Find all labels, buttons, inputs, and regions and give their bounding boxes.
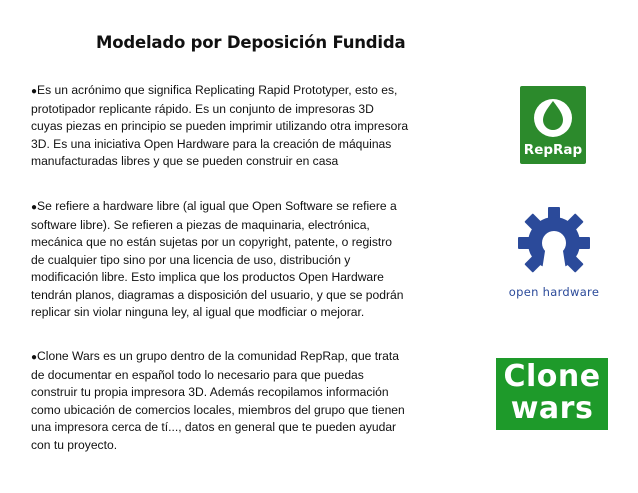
reprap-logo-text: RepRap xyxy=(523,142,583,158)
open-hardware-logo-text: open hardware xyxy=(508,285,600,299)
paragraph-line: construir tu propia impresora 3D. Además recopilamos información xyxy=(31,385,389,399)
bullet-icon: ● xyxy=(31,86,38,97)
bullet-icon: ● xyxy=(31,202,38,213)
reprap-logo xyxy=(520,86,586,164)
paragraph-line: 3D. Es una iniciativa Open Hardware para la creación de máquinas xyxy=(31,136,392,151)
open-hardware-logo xyxy=(498,205,610,305)
droplet-icon xyxy=(520,86,586,146)
paragraph-line: cuyas piezas en principio se pueden imprimir utilizando otra impresora xyxy=(31,119,409,133)
paragraph-line: una impresora cerca de tí..., datos en general que te pueden ayudar xyxy=(31,420,397,434)
paragraph-line: tendrán planos, diagramas a disposición del usuario, y que se podrán xyxy=(31,287,404,302)
paragraph-line: software libre). Se refieren a piezas de maquinaria, electrónica, xyxy=(31,217,370,232)
paragraph-line: prototipador replicante rápido. Es un conjunto de impresoras 3D xyxy=(31,101,374,116)
gear-icon xyxy=(498,205,610,285)
slide-title: Modelado por Deposición Fundida xyxy=(96,33,406,52)
paragraph-line: mecánica que no están sujetas por un copyright, patente, o registro xyxy=(31,235,393,249)
paragraph-line: ●Se refiere a hardware libre (al igual que Open Software se refiere a xyxy=(31,199,397,213)
paragraph-line: de documentar en español todo lo necesario para que puedas xyxy=(31,367,364,382)
paragraph-line: replicar sin violar ninguna ley, al igual que modficiar o mejorar. xyxy=(31,305,365,319)
clone-wars-logo xyxy=(496,358,608,430)
paragraph-line: ●Es un acrónimo que significa Replicating Rapid Prototyper, esto es, xyxy=(31,83,398,97)
clone-wars-logo-line-2: wars xyxy=(510,391,594,426)
paragraph-line: con tu proyecto. xyxy=(31,437,118,452)
paragraph-line: manufacturadas libres y que se pueden construir en casa xyxy=(31,154,339,168)
paragraph-line: como ubicación de comercios locales, miembros del grupo que tienen xyxy=(31,402,405,417)
paragraph-line: ●Clone Wars es un grupo dentro de la comunidad RepRap, que trata xyxy=(31,349,399,363)
paragraph-line: de cualquier tipo sino por una licencia de uso, distribución y xyxy=(31,252,351,267)
paragraph-reprap xyxy=(31,82,441,171)
bullet-icon: ● xyxy=(31,352,38,363)
paragraph-clone-wars xyxy=(31,348,441,454)
paragraph-open-hardware xyxy=(31,198,441,322)
clone-wars-logo-line-1: Clone xyxy=(503,359,601,394)
paragraph-line: modificación libre. Esto implica que los productos Open Hardware xyxy=(31,270,384,284)
